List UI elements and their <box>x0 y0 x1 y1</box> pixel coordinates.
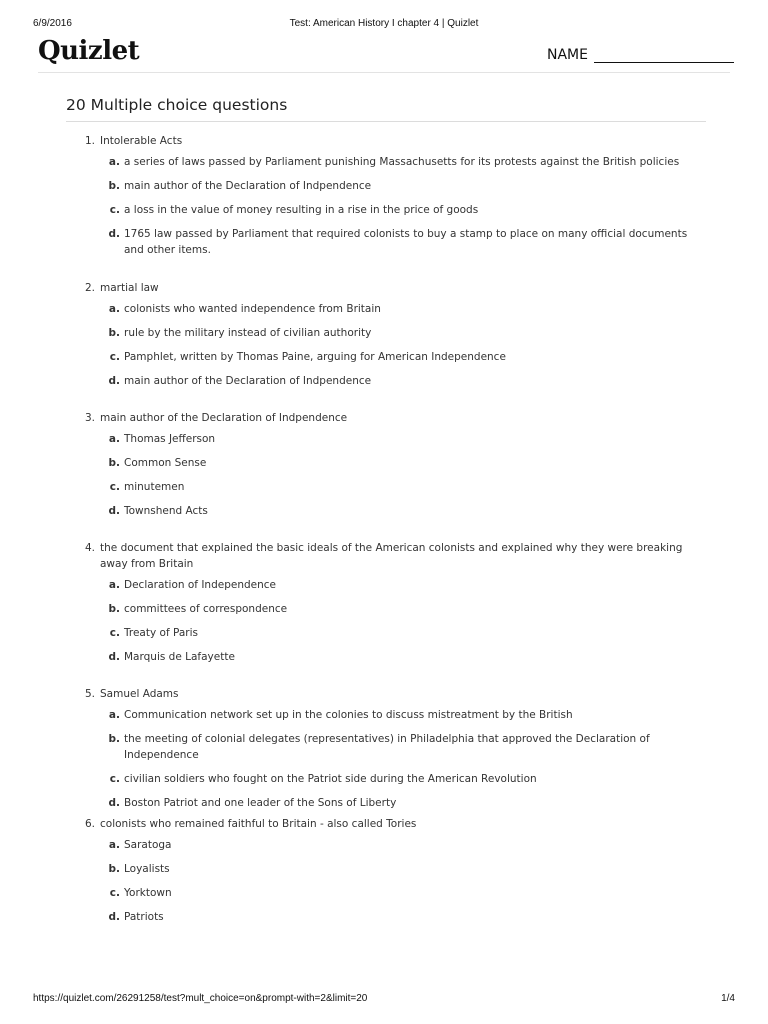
option-d <box>100 373 708 389</box>
option-d <box>100 795 708 811</box>
option-d <box>100 226 708 258</box>
header-divider <box>38 72 730 73</box>
question-6 <box>80 816 708 925</box>
question-number: 6. <box>84 818 95 830</box>
option-a <box>100 707 708 723</box>
option-a <box>100 577 708 593</box>
option-text: Pamphlet, written by Thomas Paine, arguing for American Independence <box>124 351 506 363</box>
name-blank-line <box>594 46 734 63</box>
option-text: committees of correspondence <box>124 603 288 615</box>
question-prompt: martial law <box>100 282 159 294</box>
option-text: Marquis de Lafayette <box>124 651 235 663</box>
option-a <box>100 431 708 447</box>
section-divider <box>66 121 706 122</box>
option-text: Treaty of Paris <box>124 627 198 639</box>
option-b <box>100 178 708 194</box>
option-letter: c. <box>109 481 120 493</box>
option-letter: d. <box>108 505 120 517</box>
option-text: Declaration of Independence <box>124 579 276 591</box>
option-letter: a. <box>108 303 120 315</box>
question-prompt: Samuel Adams <box>100 688 179 700</box>
question-2 <box>80 280 708 389</box>
question-prompt: colonists who remained faithful to Britain - also called Tories <box>100 818 417 830</box>
option-d <box>100 649 708 665</box>
option-text: Patriots <box>124 911 164 923</box>
question-3 <box>80 410 708 519</box>
option-text: Communication network set up in the colonies to discuss mistreatment by the British <box>124 709 573 721</box>
option-letter: a. <box>108 579 120 591</box>
question-5 <box>80 686 708 811</box>
option-text: rule by the military instead of civilian authority <box>124 327 372 339</box>
option-letter: b. <box>108 327 120 339</box>
option-letter: d. <box>108 228 120 240</box>
option-text: the meeting of colonial delegates (representatives) in Philadelphia that approved the Declaration of Independence <box>124 733 650 761</box>
option-text: Saratoga <box>124 839 172 851</box>
option-c <box>100 349 708 365</box>
print-header <box>33 18 735 32</box>
option-letter: b. <box>108 180 120 192</box>
option-b <box>100 731 708 763</box>
option-text: a series of laws passed by Parliament punishing Massachusetts for its protests against the British policies <box>124 156 680 168</box>
option-text: 1765 law passed by Parliament that required colonists to buy a stamp to place on many official documents and other items. <box>124 228 688 256</box>
option-letter: d. <box>108 911 120 923</box>
option-letter: b. <box>108 457 120 469</box>
option-d <box>100 503 708 519</box>
name-label: NAME <box>547 47 588 63</box>
option-c <box>100 885 708 901</box>
option-c <box>100 625 708 641</box>
option-d <box>100 909 708 925</box>
option-letter: c. <box>109 351 120 363</box>
option-letter: b. <box>108 733 120 745</box>
option-c <box>100 771 708 787</box>
question-prompt: Intolerable Acts <box>100 135 183 147</box>
option-a <box>100 301 708 317</box>
option-text: colonists who wanted independence from Britain <box>124 303 381 315</box>
name-field <box>547 46 734 63</box>
quizlet-logo: Quizlet <box>38 36 140 66</box>
option-letter: c. <box>109 204 120 216</box>
option-text: Townshend Acts <box>124 505 208 517</box>
question-number: 1. <box>84 135 95 147</box>
page-number: 1/4 <box>721 993 735 1004</box>
option-letter: a. <box>108 709 120 721</box>
option-letter: b. <box>108 863 120 875</box>
option-text: civilian soldiers who fought on the Patriot side during the American Revolution <box>124 773 537 785</box>
option-letter: a. <box>108 433 120 445</box>
option-letter: b. <box>108 603 120 615</box>
question-4 <box>80 540 708 665</box>
option-text: main author of the Declaration of Indpendence <box>124 180 372 192</box>
option-letter: d. <box>108 651 120 663</box>
option-letter: a. <box>108 156 120 168</box>
option-letter: c. <box>109 773 120 785</box>
option-text: Common Sense <box>124 457 207 469</box>
option-letter: c. <box>109 627 120 639</box>
option-text: minutemen <box>124 481 185 493</box>
option-c <box>100 479 708 495</box>
option-letter: d. <box>108 375 120 387</box>
option-a <box>100 154 708 170</box>
question-number: 2. <box>84 282 95 294</box>
print-date: 6/9/2016 <box>33 18 72 29</box>
question-1 <box>80 133 708 258</box>
option-b <box>100 861 708 877</box>
option-text: Yorktown <box>124 887 172 899</box>
question-number: 3. <box>84 412 95 424</box>
option-b <box>100 455 708 471</box>
option-b <box>100 601 708 617</box>
option-a <box>100 837 708 853</box>
question-prompt: the document that explained the basic ideals of the American colonists and explained why they were breaking away from Britain <box>100 542 683 570</box>
question-number: 4. <box>84 542 95 554</box>
option-letter: d. <box>108 797 120 809</box>
option-letter: c. <box>109 887 120 899</box>
option-letter: a. <box>108 839 120 851</box>
option-b <box>100 325 708 341</box>
option-text: Thomas Jefferson <box>124 433 216 445</box>
option-c <box>100 202 708 218</box>
option-text: a loss in the value of money resulting in a rise in the price of goods <box>124 204 479 216</box>
option-text: main author of the Declaration of Indpendence <box>124 375 372 387</box>
option-text: Boston Patriot and one leader of the Sons of Liberty <box>124 797 397 809</box>
print-page-title: Test: American History I chapter 4 | Quizlet <box>289 18 479 29</box>
question-prompt: main author of the Declaration of Indpendence <box>100 412 348 424</box>
page-url: https://quizlet.com/26291258/test?mult_choice=on&prompt-with=2&limit=20 <box>33 993 368 1004</box>
option-text: Loyalists <box>124 863 170 875</box>
section-title: 20 Multiple choice questions <box>66 96 288 114</box>
question-number: 5. <box>84 688 95 700</box>
